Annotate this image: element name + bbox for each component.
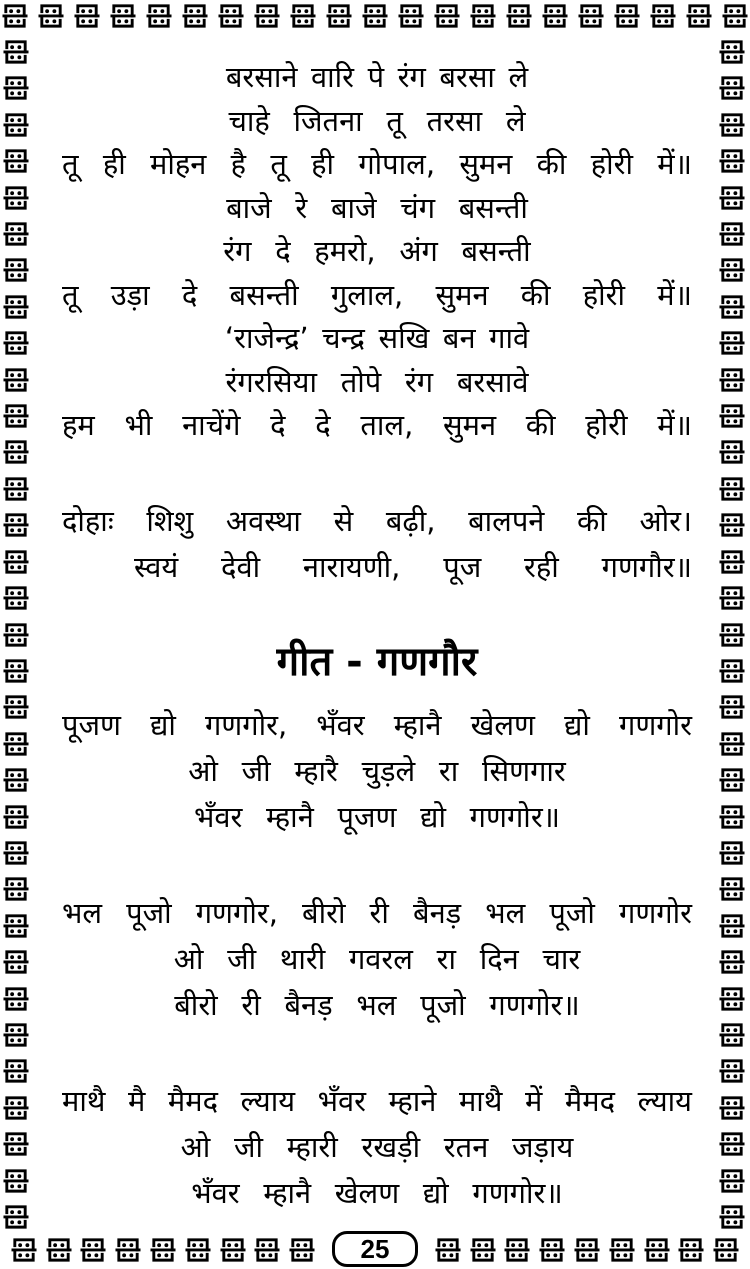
doha-line: दोहाः शिशु अवस्था से बढ़ी, बालपने की ओर। xyxy=(62,503,692,538)
swastika-icon xyxy=(3,656,29,685)
verse-line: हम भी नाचेंगे दे दे ताल, सुमन की होरी में॥ xyxy=(62,408,692,442)
verse-line: रंगरसिया तोपे रंग बरसावे xyxy=(225,364,529,399)
swastika-icon xyxy=(3,328,29,357)
border-bottom xyxy=(2,1231,748,1267)
swastika-icon xyxy=(220,1235,246,1264)
swastika-icon xyxy=(182,1,208,30)
verse-line: तू उड़ा दे बसन्ती गुलाल, सुमन की होरी में॥ xyxy=(62,277,692,312)
border-right xyxy=(719,37,745,1231)
swastika-icon xyxy=(80,1235,106,1264)
swastika-icon xyxy=(3,947,29,976)
swastika-icon xyxy=(11,1235,37,1264)
swastika-icon xyxy=(150,1235,176,1264)
swastika-icon xyxy=(434,1,460,30)
swastika-icon xyxy=(3,1056,29,1085)
swastika-icon xyxy=(719,984,745,1013)
verse-line: तू ही मोहन है तू ही गोपाल, सुमन की होरी में॥ xyxy=(62,147,692,181)
swastika-icon xyxy=(3,874,29,903)
swastika-icon xyxy=(504,1235,530,1264)
swastika-icon xyxy=(290,1,316,30)
swastika-icon xyxy=(719,1093,745,1122)
swastika-icon xyxy=(719,401,745,430)
border-left xyxy=(3,37,29,1231)
swastika-icon xyxy=(3,110,29,139)
doha-line: स्वयं देवी नारायणी, पूज रही गणगौर॥ xyxy=(134,549,692,584)
swastika-icon xyxy=(3,984,29,1013)
swastika-icon xyxy=(719,255,745,284)
swastika-icon xyxy=(719,1129,745,1158)
swastika-icon xyxy=(3,437,29,466)
swastika-icon xyxy=(3,510,29,539)
swastika-icon xyxy=(3,729,29,758)
border-bottom-left-group xyxy=(2,1235,324,1264)
gangaur-stanza-3 xyxy=(62,1078,692,1216)
doha-section xyxy=(62,498,692,590)
gangaur-stanza-1 xyxy=(62,702,692,840)
swastika-icon xyxy=(678,1235,704,1264)
swastika-icon xyxy=(719,1020,745,1049)
swastika-icon xyxy=(713,1235,739,1264)
swastika-icon xyxy=(115,1235,141,1264)
swastika-icon xyxy=(3,474,29,503)
swastika-icon xyxy=(719,620,745,649)
swastika-icon xyxy=(719,874,745,903)
swastika-icon xyxy=(609,1235,635,1264)
swastika-icon xyxy=(3,219,29,248)
swastika-icon xyxy=(719,474,745,503)
swastika-icon xyxy=(3,620,29,649)
verse-line: पूजण द्यो गणगोर, भँवर म्हानै खेलण द्यो गणगोर xyxy=(62,707,692,742)
swastika-icon xyxy=(719,947,745,976)
swastika-icon xyxy=(719,656,745,685)
verse-line: बीरो री बैनड़ भल पूजो गणगोर॥ xyxy=(174,987,580,1022)
swastika-icon xyxy=(3,583,29,612)
song-title: गीत - गणगौर xyxy=(276,638,478,685)
page-number: 25 xyxy=(360,1234,390,1264)
swastika-icon xyxy=(719,911,745,940)
gangaur-stanza-2 xyxy=(62,890,692,1028)
swastika-icon xyxy=(398,1,424,30)
verse-line: बरसाने वारि पे रंग बरसा ले xyxy=(225,60,529,94)
swastika-icon xyxy=(3,1020,29,1049)
swastika-icon xyxy=(719,437,745,466)
swastika-icon xyxy=(719,729,745,758)
swastika-icon xyxy=(722,1,748,30)
swastika-icon xyxy=(644,1235,670,1264)
swastika-icon xyxy=(254,1,280,30)
swastika-icon xyxy=(254,1235,280,1264)
swastika-icon xyxy=(3,802,29,831)
swastika-icon xyxy=(719,1166,745,1195)
swastika-icon xyxy=(719,219,745,248)
swastika-icon xyxy=(3,37,29,66)
swastika-icon xyxy=(3,838,29,867)
swastika-icon xyxy=(719,73,745,102)
swastika-icon xyxy=(3,1093,29,1122)
swastika-icon xyxy=(574,1235,600,1264)
swastika-icon xyxy=(3,1166,29,1195)
swastika-icon xyxy=(3,146,29,175)
swastika-icon xyxy=(362,1,388,30)
swastika-icon xyxy=(719,510,745,539)
swastika-icon xyxy=(719,146,745,175)
swastika-icon xyxy=(3,255,29,284)
swastika-icon xyxy=(719,583,745,612)
swastika-icon xyxy=(719,1202,745,1231)
swastika-icon xyxy=(185,1235,211,1264)
swastika-icon xyxy=(470,1235,496,1264)
verse-line: भल पूजो गणगोर, बीरो री बैनड़ भल पूजो गणगोर xyxy=(62,895,692,930)
verse-line: बाजे रे बाजे चंग बसन्ती xyxy=(226,190,528,225)
swastika-icon xyxy=(3,292,29,321)
swastika-icon xyxy=(38,1,64,30)
swastika-icon xyxy=(289,1235,315,1264)
swastika-icon xyxy=(719,365,745,394)
swastika-icon xyxy=(686,1,712,30)
page-content xyxy=(62,56,692,1216)
verse-line: ओ जी थारी गवरल रा दिन चार xyxy=(173,941,581,976)
verse-line: भँवर म्हानै पूजण द्यो गणगोर॥ xyxy=(193,799,561,834)
swastika-icon xyxy=(218,1,244,30)
swastika-icon xyxy=(719,110,745,139)
swastika-icon xyxy=(539,1235,565,1264)
swastika-icon xyxy=(3,911,29,940)
swastika-icon xyxy=(2,1,28,30)
swastika-icon xyxy=(719,547,745,576)
swastika-icon xyxy=(719,183,745,212)
verse-line: चाहे जितना तू तरसा ले xyxy=(228,103,526,138)
swastika-icon xyxy=(470,1,496,30)
swastika-icon xyxy=(650,1,676,30)
swastika-icon xyxy=(3,183,29,212)
swastika-icon xyxy=(719,37,745,66)
swastika-icon xyxy=(3,765,29,794)
swastika-icon xyxy=(3,73,29,102)
swastika-icon xyxy=(74,1,100,30)
swastika-icon xyxy=(435,1235,461,1264)
swastika-icon xyxy=(719,292,745,321)
swastika-icon xyxy=(506,1,532,30)
verse-line: ओ जी म्हारी रखड़ी रतन जड़ाय xyxy=(180,1129,574,1164)
swastika-icon xyxy=(719,765,745,794)
swastika-icon xyxy=(542,1,568,30)
border-bottom-right-group xyxy=(426,1235,748,1264)
swastika-icon xyxy=(719,328,745,357)
swastika-icon xyxy=(719,838,745,867)
swastika-icon xyxy=(3,692,29,721)
swastika-icon xyxy=(46,1235,72,1264)
swastika-icon xyxy=(110,1,136,30)
page-number-badge xyxy=(332,1231,418,1267)
verse-line: माथै मै मैमद ल्याय भँवर म्हाने माथै में मैमद ल्याय xyxy=(62,1083,692,1118)
swastika-icon xyxy=(3,401,29,430)
swastika-icon xyxy=(719,1056,745,1085)
verse-line: ‘राजेन्द्र’ चन्द्र सखि बन गावे xyxy=(224,321,530,355)
verse-line: रंग दे हमरो, अंग बसन्ती xyxy=(223,234,531,268)
border-top xyxy=(2,1,748,30)
verse-line: ओ जी म्हारै चुड़ले रा सिणगार xyxy=(188,753,566,788)
swastika-icon xyxy=(614,1,640,30)
swastika-icon xyxy=(3,547,29,576)
verse-line: भँवर म्हानै खेलण द्यो गणगोर॥ xyxy=(191,1175,563,1210)
swastika-icon xyxy=(578,1,604,30)
swastika-icon xyxy=(719,802,745,831)
swastika-icon xyxy=(719,692,745,721)
swastika-icon xyxy=(3,1129,29,1158)
swastika-icon xyxy=(326,1,352,30)
swastika-icon xyxy=(3,365,29,394)
swastika-icon xyxy=(3,1202,29,1231)
holi-song-section xyxy=(62,56,692,448)
swastika-icon xyxy=(146,1,172,30)
